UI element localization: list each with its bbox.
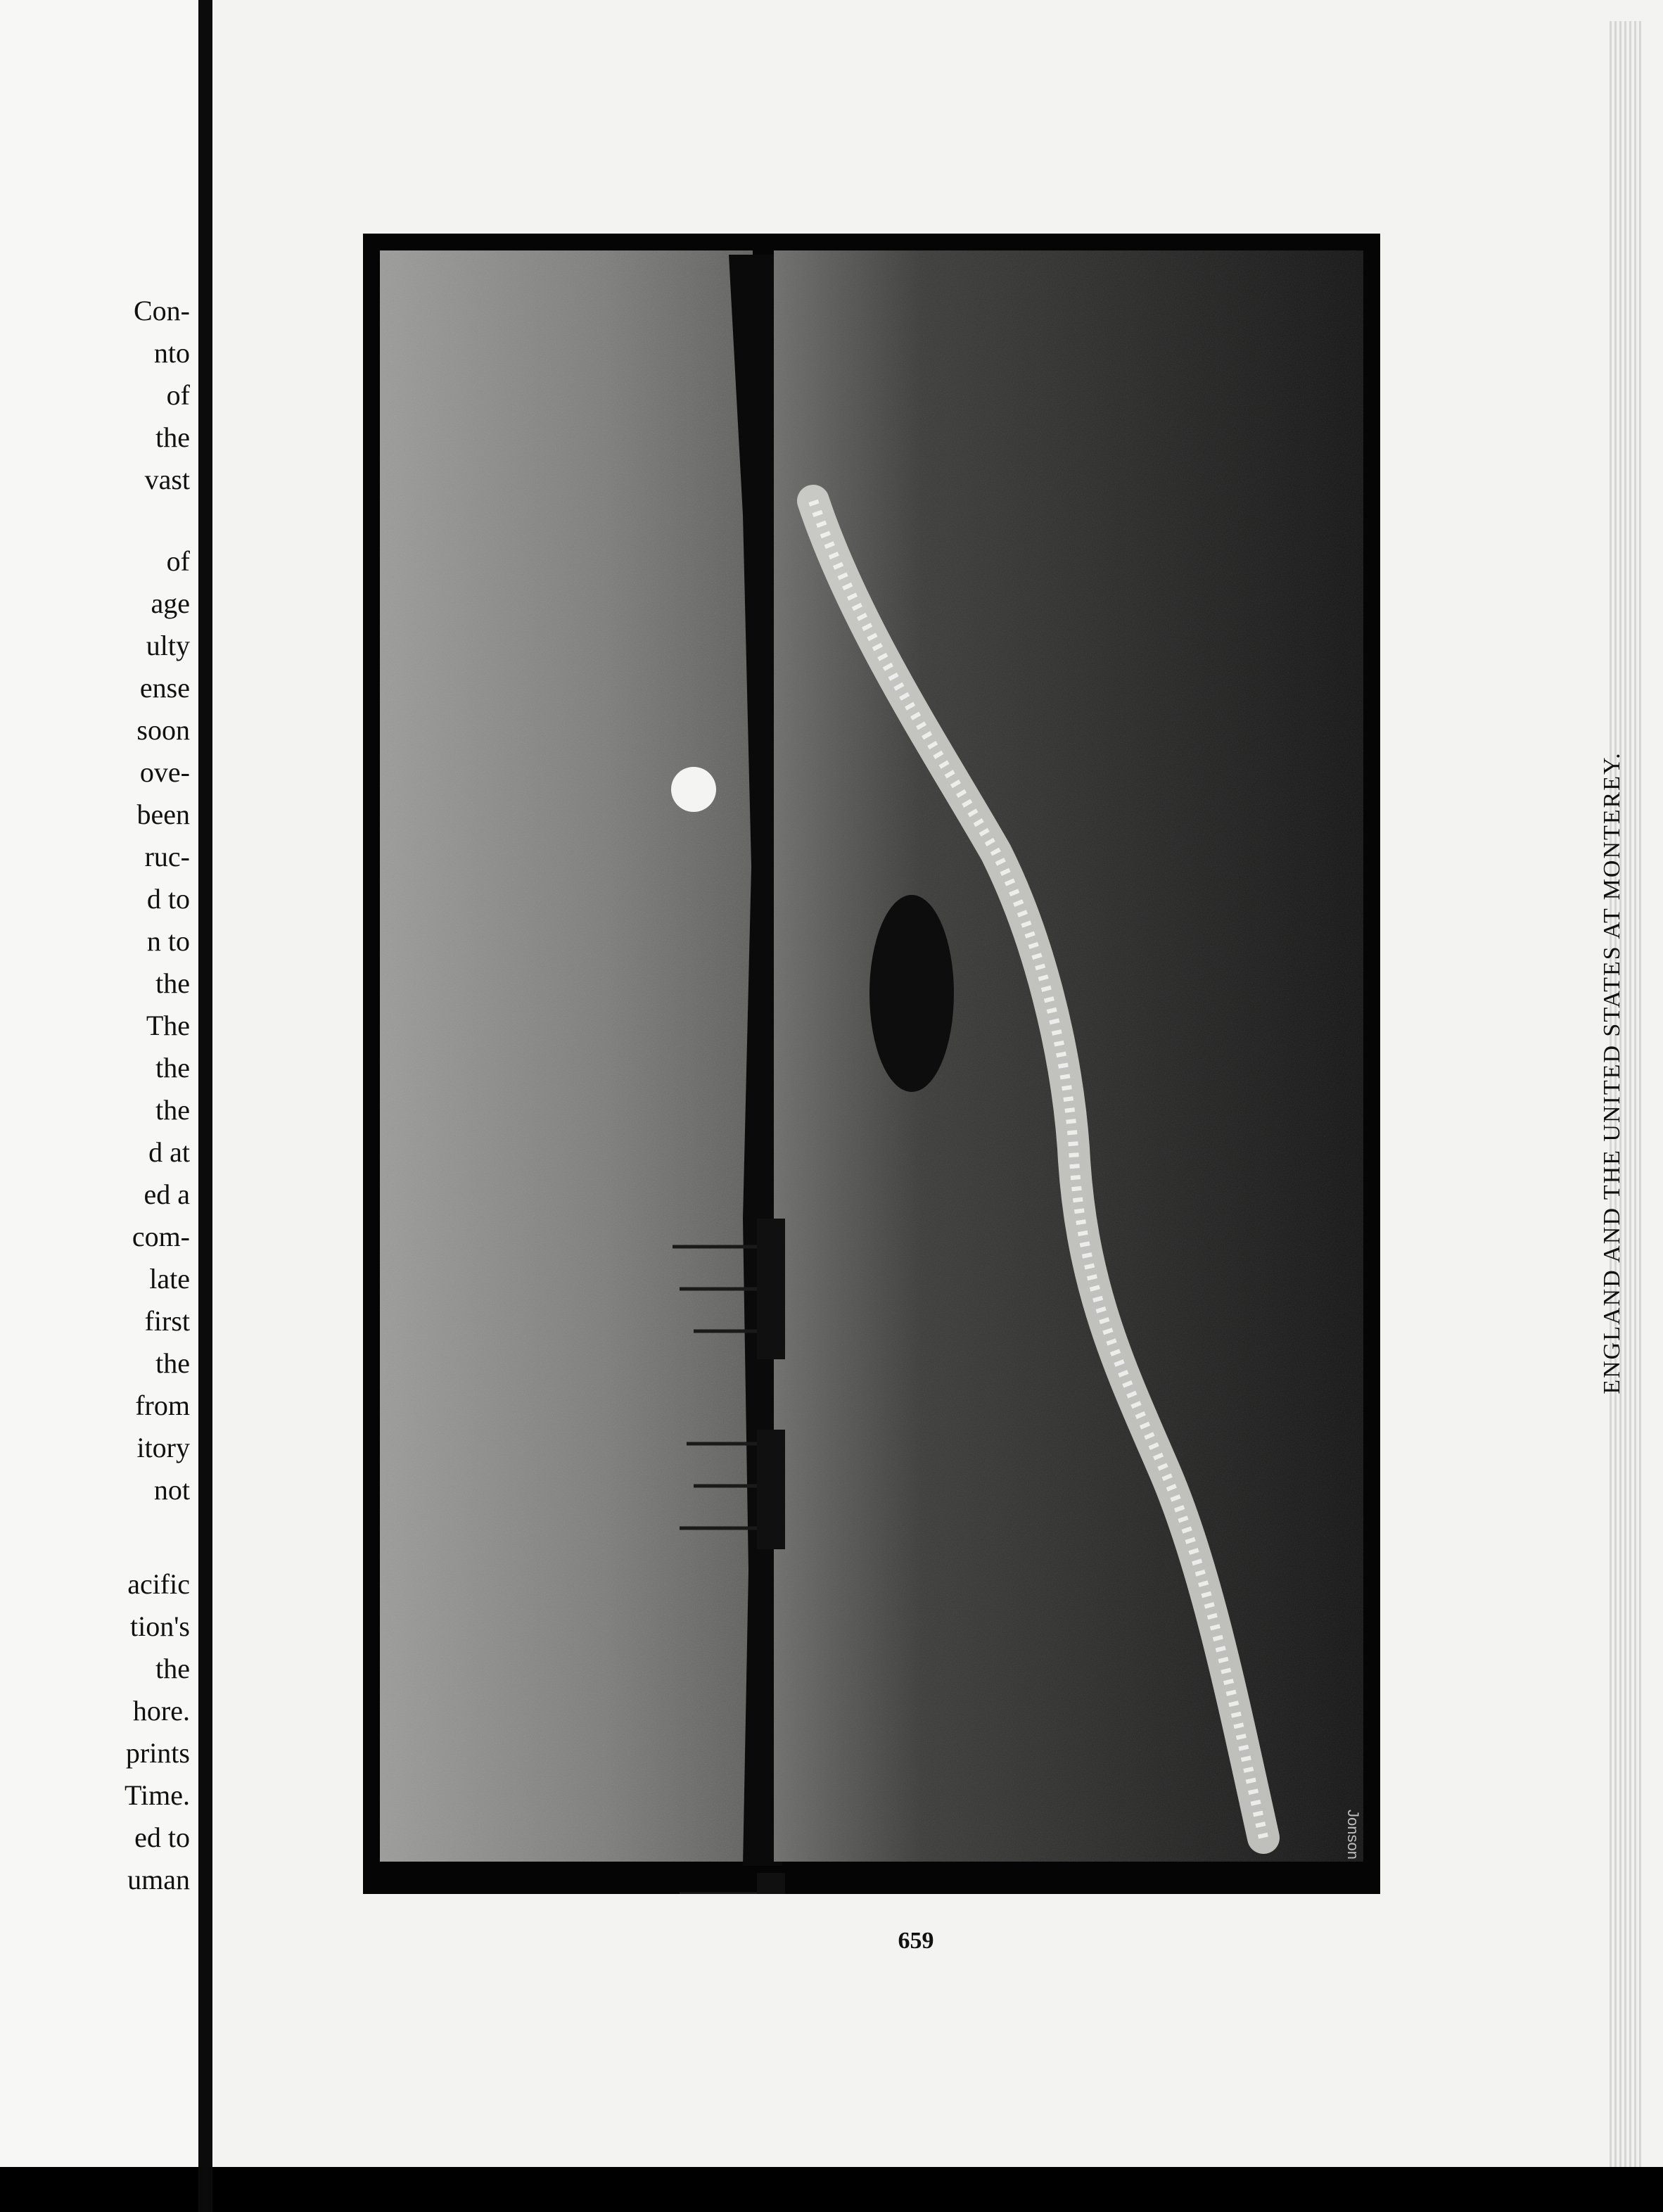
- left-page-line: not: [153, 1474, 190, 1506]
- left-page-line: ove-: [139, 756, 190, 788]
- left-page-line: Con-: [134, 295, 190, 326]
- left-page-line: d at: [148, 1136, 190, 1168]
- left-page-line: d to: [146, 883, 190, 915]
- artist-signature: Jonson: [1344, 1810, 1362, 1860]
- left-page-line: tion's: [130, 1610, 190, 1642]
- page-paper: [212, 0, 1663, 2167]
- left-page-line: hore.: [132, 1695, 190, 1727]
- left-page-line: the: [155, 1094, 190, 1126]
- illustration-plate: [363, 234, 1380, 1894]
- left-page-line: ed a: [144, 1178, 190, 1210]
- left-page-line: the: [155, 967, 190, 999]
- left-page-line: soon: [136, 714, 190, 746]
- left-page-line: from: [135, 1390, 190, 1421]
- left-page-line: acific: [127, 1568, 190, 1600]
- left-page-line: of: [166, 545, 190, 577]
- left-page-line: ed to: [134, 1822, 190, 1853]
- book-gutter: [198, 0, 212, 2212]
- left-page-line: been: [136, 799, 190, 830]
- left-page-fragment: [0, 0, 198, 2167]
- left-page-line: uman: [127, 1864, 190, 1895]
- moon: [671, 767, 716, 812]
- left-page-line: itory: [136, 1432, 190, 1463]
- left-page-line: vast: [144, 464, 190, 495]
- left-page-line: prints: [125, 1737, 190, 1769]
- left-page-line: ense: [139, 672, 190, 704]
- left-page-line: first: [144, 1305, 190, 1337]
- left-page-line: n to: [146, 925, 190, 957]
- monterey-bay-illustration: [363, 234, 1380, 1894]
- left-page-line: ulty: [146, 630, 190, 661]
- left-page-line: age: [151, 587, 190, 619]
- left-page-line: of: [166, 379, 190, 411]
- left-page-line: the: [155, 1347, 190, 1379]
- plate-caption: ENGLAND AND THE UNITED STATES AT MONTEREY.: [1599, 751, 1625, 1394]
- left-page-line: the: [155, 421, 190, 453]
- left-page-line: ruc-: [144, 841, 190, 872]
- left-page-line: nto: [153, 337, 190, 369]
- left-page-line: the: [155, 1653, 190, 1684]
- left-page-line: late: [149, 1263, 190, 1295]
- left-page-line: The: [146, 1010, 190, 1041]
- page-number: 659: [898, 1928, 934, 1954]
- left-page-line: com-: [132, 1221, 190, 1252]
- left-page-line: Time.: [124, 1779, 190, 1811]
- right-page: [212, 0, 1663, 2212]
- rock-outcrop: [869, 895, 954, 1092]
- left-page-line: the: [155, 1052, 190, 1083]
